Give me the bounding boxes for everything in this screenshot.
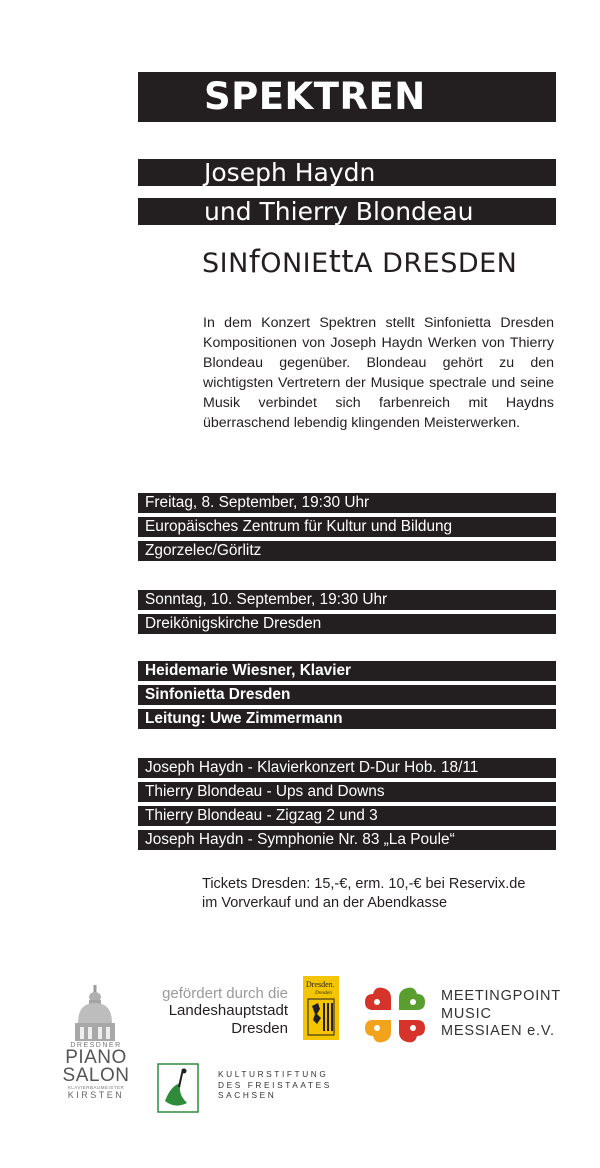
tickets-line-2: im Vorverkauf und an der Abendkasse (202, 895, 448, 911)
program-item-3: Thierry Blondeau - Zigzag 2 und 3 (138, 806, 556, 826)
program-item-2: Thierry Blondeau - Ups and Downs (138, 782, 556, 802)
event1-date: Freitag, 8. September, 19:30 Uhr (138, 493, 556, 513)
event1-venue: Europäisches Zentrum für Kultur und Bildung (138, 517, 556, 537)
subtitle-line-1: Joseph Haydn (138, 159, 556, 186)
messiaen-logo-text: MEETINGPOINT MUSIC MESSIAEN e.V. (441, 988, 561, 1039)
kulturstiftung-logo-text: KULTURSTIFTUNG DES FREISTAATES SACHSEN (218, 1069, 332, 1100)
kulturstiftung-logo-icon (157, 1063, 199, 1113)
page-title: SPEKTREN (138, 72, 556, 122)
ensemble-logo: SINfONIEttA DRESDEN (202, 244, 518, 280)
dresden-city-badge-icon (303, 976, 339, 1040)
event2-venue: Dreikönigskirche Dresden (138, 614, 556, 634)
frauenkirche-dome-icon (70, 985, 120, 1043)
event1-city: Zgorzelec/Görlitz (138, 541, 556, 561)
tickets-info (202, 875, 525, 913)
messiaen-emblem-icon (363, 984, 427, 1046)
intro-paragraph: In dem Konzert Spektren stellt Sinfonietta Dresden Kompositionen von Joseph Haydn Werken von Thierry Blondeau gegenüber. Blondeau gehört zu den wichtigsten Vertretern der Musique spectrale und seine Musik verbindet sich farbenreich mit Haydns überraschend lebendig klingenden Meisterwerken. (203, 315, 554, 432)
dresden-sponsor-text: gefördert durch die Landeshauptstadt Dresden (162, 985, 288, 1037)
performer-ensemble: Sinfonietta Dresden (138, 685, 556, 705)
tickets-line-1: Tickets Dresden: 15,-€, erm. 10,-€ bei Reservix.de (202, 876, 526, 892)
program-item-4: Joseph Haydn - Symphonie Nr. 83 „La Poule“ (138, 830, 556, 850)
svg-text:Dresden.: Dresden. (306, 980, 335, 989)
program-item-1: Joseph Haydn - Klavierkonzert D-Dur Hob. 18/11 (138, 758, 556, 778)
performer-conductor: Leitung: Uwe Zimmermann (138, 709, 556, 729)
svg-text:Dresden: Dresden (315, 991, 332, 996)
performer-soloist: Heidemarie Wiesner, Klavier (138, 661, 556, 681)
piano-salon-logo: DRESDNER PIANO SALON KLAVIERBAUMEISTER KIRSTEN (62, 1042, 130, 1100)
event2-date: Sonntag, 10. September, 19:30 Uhr (138, 590, 556, 610)
subtitle-line-2: und Thierry Blondeau (138, 198, 556, 225)
